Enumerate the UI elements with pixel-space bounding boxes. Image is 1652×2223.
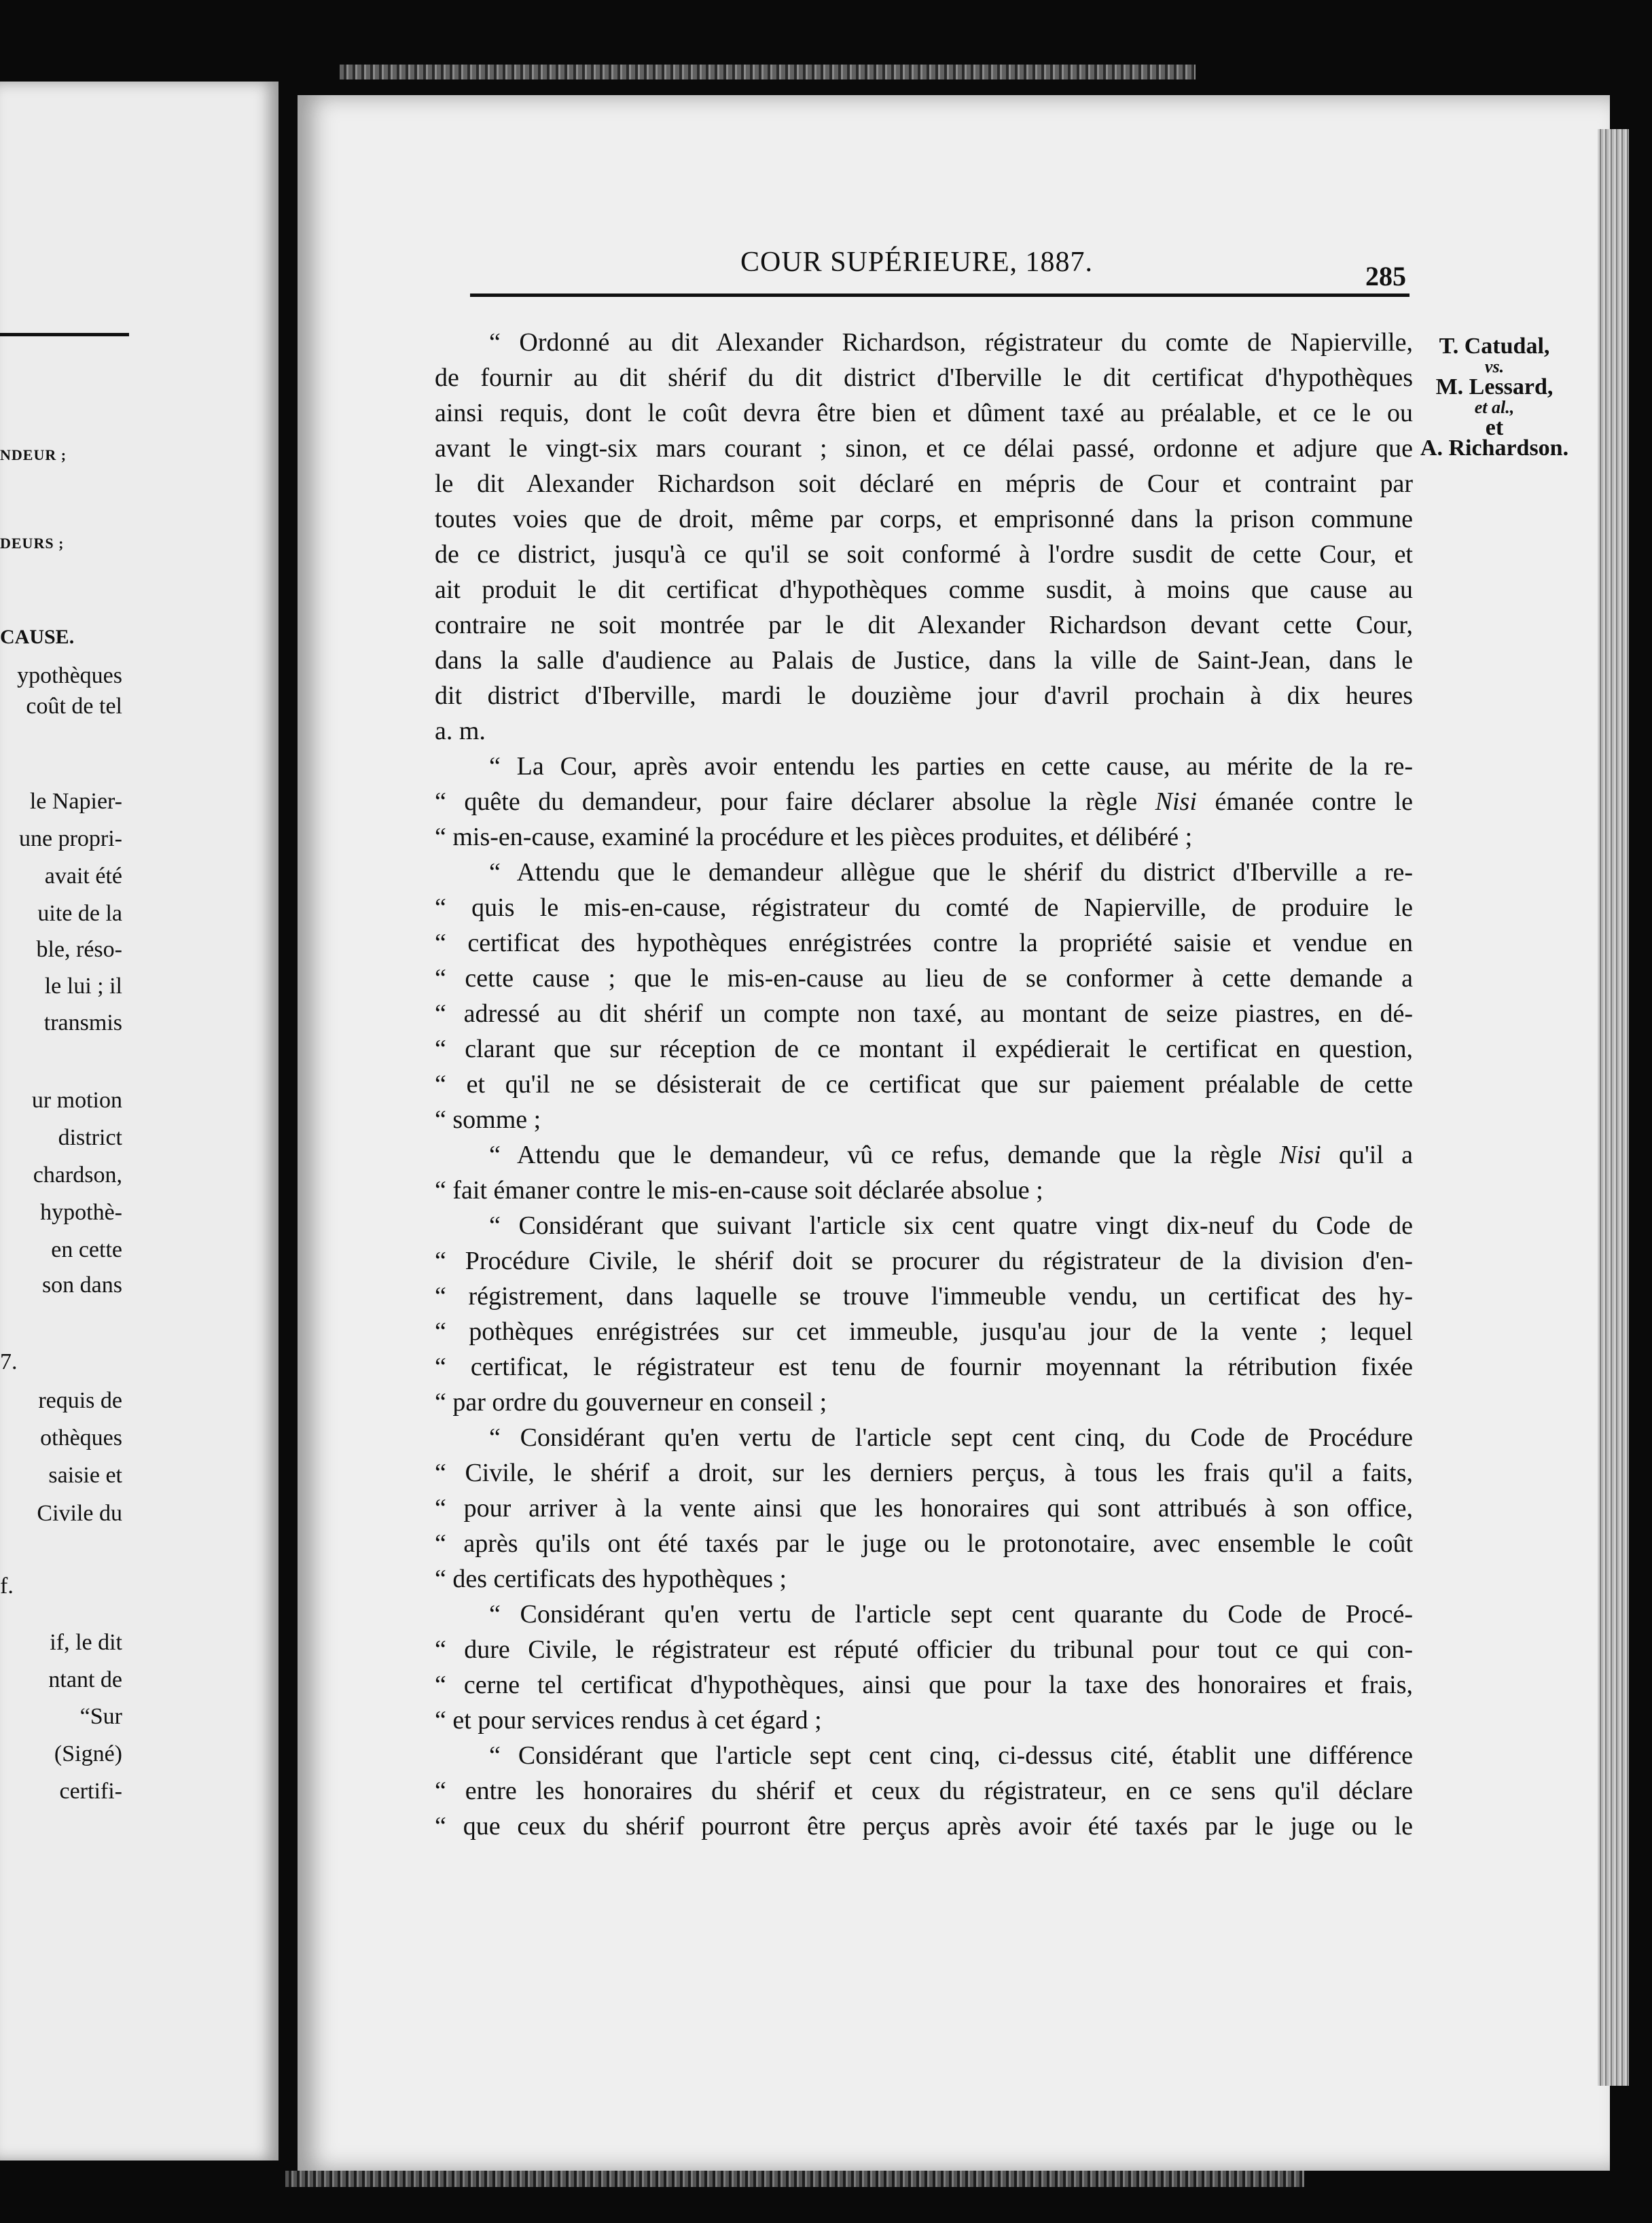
text-line: “ dure Civile, le régistrateur est réputé officier du tribunal pour tout ce qui con- [435, 1635, 1413, 1664]
binding-strip-top [340, 65, 1196, 79]
left-fragment-line: 7. [0, 1349, 18, 1374]
left-fragment-line: if, le dit [50, 1630, 122, 1655]
left-fragment-line: ble, réso- [36, 937, 122, 962]
text-line: toutes voies que de droit, même par corps, et emprisonné dans la prison commune [435, 505, 1413, 533]
text-line: “ certificat des hypothèques enrégistrées contre la propriété saisie et vendue en [435, 929, 1413, 957]
left-fragment-line: othèques [40, 1425, 122, 1451]
left-page-rule [0, 333, 129, 336]
left-fragment-line: requis de [38, 1388, 122, 1413]
left-fragment-line: transmis [43, 1010, 122, 1035]
text-line: “ après qu'ils ont été taxés par le juge ou le protonotaire, avec ensemble le coût [435, 1529, 1413, 1558]
left-fragment-line: DEURS ; [0, 535, 65, 552]
left-fragment-line: district [58, 1125, 122, 1150]
left-fragment-line: CAUSE. [0, 626, 75, 648]
left-fragment-line: le Napier- [29, 789, 122, 814]
text-line: “ que ceux du shérif pourront être perçus après avoir été taxés par le juge ou le [435, 1812, 1413, 1840]
text-line: de fournir au dit shérif du dit district d'Iberville le dit certificat d'hypothèques [435, 363, 1413, 392]
left-fragment-line: coût de tel [26, 694, 122, 719]
text-line: dit district d'Iberville, mardi le douzième jour d'avril prochain à dix heures [435, 681, 1413, 710]
header-rule [470, 294, 1409, 297]
text-line: “ Civile, le shérif a droit, sur les derniers perçus, à tous les frais qu'il a faits, [435, 1459, 1413, 1487]
left-fragment-line: une propri- [18, 826, 122, 851]
binding-strip-bottom [285, 2171, 1304, 2187]
text-line: “ et qu'il ne se désisterait de ce certificat que sur paiement préalable de cette [435, 1070, 1413, 1099]
page-number: 285 [1365, 261, 1406, 291]
left-fragment-line: avait été [44, 864, 122, 889]
left-fragment-line: Civile du [37, 1501, 122, 1526]
text-line: ainsi requis, dont le coût devra être bien et dûment taxé au préalable, et ce le ou [435, 399, 1413, 427]
left-fragment-line: ypothèques [17, 663, 122, 688]
text-line: “ clarant que sur réception de ce montant il expédierait le certificat en question, [435, 1035, 1413, 1063]
text-line: “ fait émaner contre le mis-en-cause soit déclarée absolue ; [435, 1176, 1043, 1205]
left-fragment-line: “Sur [79, 1704, 122, 1729]
text-line: “ cerne tel certificat d'hypothèques, ainsi que pour la taxe des honoraires et frais, [435, 1671, 1413, 1699]
text-line: le dit Alexander Richardson soit déclaré en mépris de Cour et contraint par [435, 469, 1413, 498]
margin-note-line: M. Lessard, [1435, 374, 1554, 399]
left-page-fragment [0, 82, 279, 2160]
text-line: “ quête du demandeur, pour faire déclarer absolue la règle Nisi émanée contre le [435, 787, 1413, 816]
left-fragment-line: NDEUR ; [0, 446, 67, 463]
left-fragment-line: ntant de [48, 1667, 122, 1692]
left-fragment-line: chardson, [33, 1162, 122, 1188]
margin-note-line: et [1485, 415, 1504, 440]
text-line: “ mis-en-cause, examiné la procédure et les pièces produites, et délibéré ; [435, 823, 1193, 851]
text-line: “ Considérant que l'article sept cent cinq, ci-dessus cité, établit une différence [489, 1741, 1413, 1770]
page-edge [1598, 129, 1629, 2086]
left-fragment-line: en cette [51, 1237, 122, 1262]
text-line: “ pour arriver à la vente ainsi que les honoraires qui sont attribués à son office, [435, 1494, 1413, 1523]
text-line: “ et pour services rendus à cet égard ; [435, 1706, 822, 1735]
text-line: “ Procédure Civile, le shérif doit se procurer du régistrateur de la division d'en- [435, 1247, 1413, 1275]
text-line: “ régistrement, dans laquelle se trouve l'immeuble vendu, un certificat des hy- [435, 1282, 1413, 1311]
text-line: “ entre les honoraires du shérif et ceux du régistrateur, en ce sens qu'il déclare [435, 1777, 1413, 1805]
text-line: “ Ordonné au dit Alexander Richardson, régistrateur du comte de Napierville, [489, 328, 1413, 357]
text-line: “ par ordre du gouverneur en conseil ; [435, 1388, 827, 1417]
text-line: “ Considérant qu'en vertu de l'article sept cent cinq, du Code de Procédure [489, 1423, 1413, 1452]
text-line: ait produit le dit certificat d'hypothèques comme susdit, à moins que cause au [435, 575, 1413, 604]
text-line: “ cette cause ; que le mis-en-cause au lieu de se conformer à cette demande a [435, 964, 1413, 993]
text-line: “ certificat, le régistrateur est tenu de fournir moyennant la rétribution fixée [435, 1353, 1413, 1381]
text-line: “ adressé au dit shérif un compte non taxé, au montant de seize piastres, en dé- [435, 999, 1413, 1028]
text-line: dans la salle d'audience au Palais de Justice, dans la ville de Saint-Jean, dans le [435, 646, 1413, 675]
text-line: “ Considérant qu'en vertu de l'article sept cent quarante du Code de Procé- [489, 1600, 1413, 1629]
left-fragment-line: certifi- [59, 1779, 122, 1804]
left-fragment-line: le lui ; il [44, 974, 122, 999]
left-fragment-line: saisie et [48, 1463, 122, 1488]
left-fragment-line: (Signé) [54, 1741, 122, 1766]
text-line: avant le vingt-six mars courant ; sinon, et ce délai passé, ordonne et adjure que [435, 434, 1413, 463]
text-line: contraire ne soit montrée par le dit Alexander Richardson devant cette Cour, [435, 611, 1413, 639]
text-line: “ pothèques enrégistrées sur cet immeuble, jusqu'au jour de la vente ; lequel [435, 1317, 1413, 1346]
margin-note-line: T. Catudal, [1439, 334, 1550, 359]
text-line: “ Attendu que le demandeur, vû ce refus, demande que la règle Nisi qu'il a [489, 1141, 1413, 1169]
margin-note-line: et al., [1474, 397, 1515, 417]
text-line: de ce district, jusqu'à ce qu'il se soit conformé à l'ordre susdit de cette Cour, et [435, 540, 1413, 569]
margin-note-line: A. Richardson. [1420, 435, 1569, 461]
text-line: “ des certificats des hypothèques ; [435, 1565, 787, 1593]
margin-note [1416, 336, 1573, 459]
margin-note-line: vs. [1484, 357, 1505, 376]
text-line: “ Considérant que suivant l'article six cent quatre vingt dix-neuf du Code de [489, 1211, 1413, 1240]
left-fragment-line: uite de la [37, 901, 122, 926]
left-fragment-line: hypothè- [40, 1200, 122, 1225]
text-line: “ Attendu que le demandeur allègue que le shérif du district d'Iberville a re- [489, 858, 1413, 887]
text-line: “ somme ; [435, 1105, 541, 1134]
left-fragment-line: son dans [41, 1273, 122, 1298]
running-head: COUR SUPÉRIEURE, 1887. [740, 247, 1094, 278]
left-fragment-line: ur motion [31, 1088, 122, 1113]
text-line: a. m. [435, 717, 486, 745]
left-fragment-line: f. [0, 1573, 14, 1599]
text-line: “ quis le mis-en-cause, régistrateur du comté de Napierville, de produire le [435, 893, 1413, 922]
text-line: “ La Cour, après avoir entendu les parties en cette cause, au mérite de la re- [489, 752, 1413, 781]
